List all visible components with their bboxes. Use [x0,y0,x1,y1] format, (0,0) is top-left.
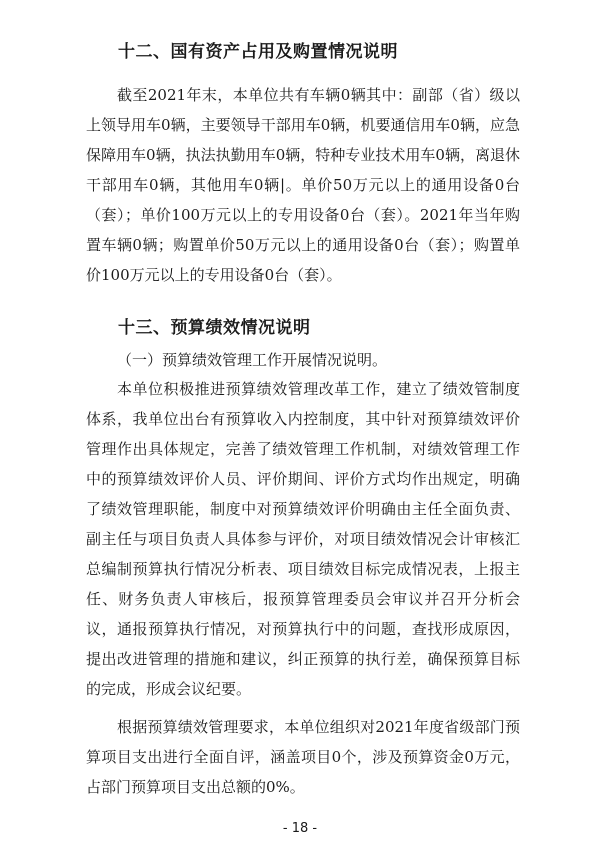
budget-performance-management-paragraph: 本单位积极推进预算绩效管理改革工作，建立了绩效管制度体系，我单位出台有预算收入内控制度，其中针对预算绩效评价管理作出具体规定，完善了绩效管理工作机制，对绩效管理工作中的预算绩效评价人员、评价期间、评价方式均作出规定，明确了绩效管理职能，制度中对预算绩效评价明确由主任全面负责、副主任与项目负责人具体参与评价，对项目绩效情况会计审核汇总编制预算执行情况分析表、项目绩效目标完成情况表，上报主任、财务负责人审核后，报预算管理委员会审议并召开分析会议，通报预算执行情况，对预算执行中的问题，查找形成原因，提出改进管理的措施和建议，纠正预算的执行差，确保预算目标的完成，形成会议纪要。 [86,380,520,698]
budget-self-evaluation-paragraph: 根据预算绩效管理要求，本单位组织对2021年度省级部门预算项目支出进行全面自评，涵盖项目0个，涉及预算资金0万元，占部门预算项目支出总额的0%。 [86,718,520,796]
budget-performance-subheading: （一）预算绩效管理工作开展情况说明。 [117,351,388,369]
page-number: - 18 - [282,821,318,836]
section-heading-state-assets: 十二、国有资产占用及购置情况说明 [118,42,398,62]
section-heading-budget-performance: 十三、预算绩效情况说明 [118,318,311,338]
state-assets-paragraph: 截至2021年末，本单位共有车辆0辆其中：副部（省）级以上领导用车0辆，主要领导干部用车0辆，机要通信用车0辆，应急保障用车0辆，执法执勤用车0辆，特种专业技术用车0辆，离退休干部用车0辆，其他用车0辆|。单价50万元以上的通用设备0台（套）；单价100万元以上的专用设备0台（套）。2021年当年购置车辆0辆；购置单价50万元以上的通用设备0台（套）；购置单价100万元以上的专用设备0台（套）。 [86,86,520,284]
